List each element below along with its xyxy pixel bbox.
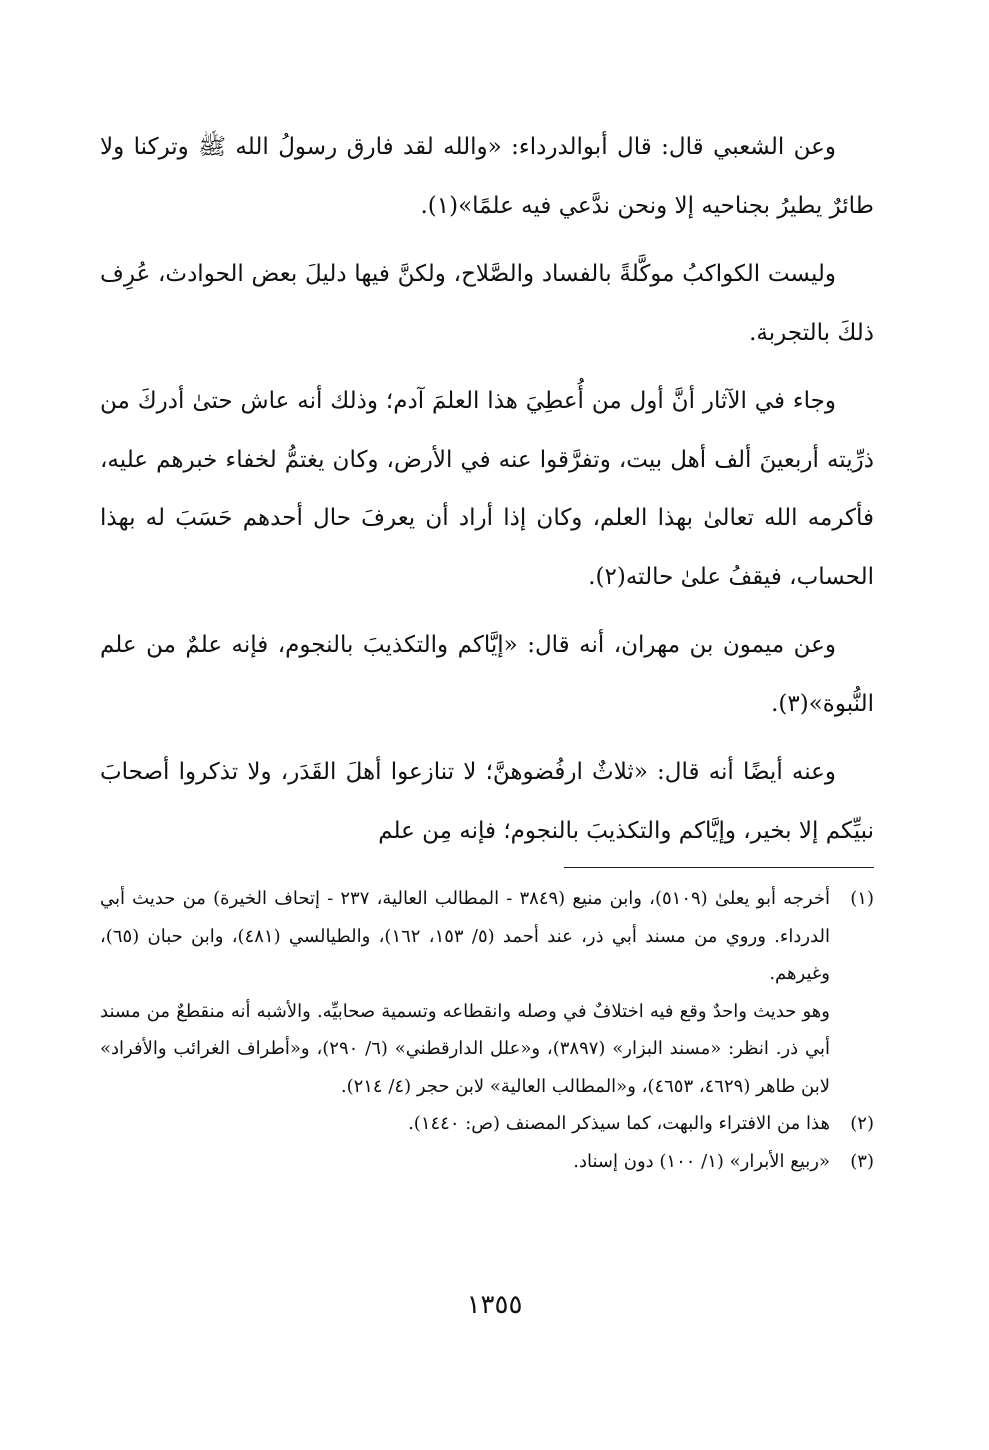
footnote-text: وهو حديث واحدٌ وقع فيه اختلافٌ في وصله وانقطاعه وتسمية صحابيِّه. والأشبه أنه منقطعٌ من مسند أبي ذر. انظر: «مسند البزار» (٣٨٩٧)، و«علل الدارقطني» (٦/ ٢٩٠)، و«أطراف الغرائب والأفراد» لابن طاهر (٤٦٢٩، ٤٦٥٣)، و«المطالب العالية» لابن حجر (٤/ ٢١٤).: [100, 1000, 831, 1097]
paragraph: وليست الكواكبُ موكَّلةً بالفساد والصَّلاح، ولكنَّ فيها دليلَ بعض الحوادث، عُرِف ذلكَ بالتجربة.: [100, 261, 874, 346]
footnotes: [100, 880, 874, 1180]
footnote-divider: [564, 867, 874, 868]
footnote-text: هذا من الافتراء والبهت، كما سيذكر المصنف (ص: ١٤٤٠).: [408, 1113, 830, 1134]
footnote-body: [100, 880, 830, 1105]
footnote-body: [100, 1143, 830, 1181]
footnote-number: (١): [850, 888, 874, 909]
paragraph: وعن ميمون بن مهران، أنه قال: «إيَّاكم والتكذيبَ بالنجوم، فإنه علمٌ من علم النُّبوة»(٣).: [100, 632, 874, 717]
footnote-text: «ربيع الأبرار» (١/ ١٠٠) دون إسناد.: [573, 1150, 830, 1172]
main-text: [100, 118, 874, 870]
footnote-number: (٢): [850, 1113, 874, 1134]
paragraph: وعن الشعبي قال: قال أبوالدرداء: «والله لقد فارق رسولُ الله ﷺ وتركنا ولا طائرٌ يطيرُ بجناحيه إلا ونحن ندَّعي فيه علمًا»(١).: [100, 134, 874, 219]
page-number: ١٣٥٥: [466, 1290, 523, 1320]
footnote-body: [100, 1105, 830, 1143]
paragraph: وعنه أيضًا أنه قال: «ثلاثٌ ارفُضوهنَّ؛ لا تنازعوا أهلَ القَدَر، ولا تذكروا أصحابَ نبيِّكم إلا بخير، وإيَّاكم والتكذيبَ بالنجوم؛ فإنه مِن علم: [100, 759, 874, 844]
paragraph: وجاء في الآثار أنَّ أول من أُعطِيَ هذا العلمَ آدم؛ وذلك أنه عاش حتىٰ أدركَ من ذرِّيته أربعينَ ألف أهل بيت، وتفرَّقوا عنه في الأرض، وكان يغتمُّ لخفاء خبرهم عليه، فأكرمه الله تعالىٰ بهذا العلم، وكان إذا أراد أن يعرفَ حال أحدهم حَسَبَ له بهذا الحساب، فيقفُ علىٰ حالته(٢).: [100, 388, 874, 590]
footnote: [100, 880, 874, 1105]
footnote-text: أخرجه أبو يعلىٰ (٥١٠٩)، وابن منيع (٣٨٤٩ - المطالب العالية، ٢٣٧ - إتحاف الخيرة) من حديث أبي الدرداء. وروي من مسند أبي ذر، عند أحمد (٥/ ١٥٣، ١٦٢)، والطيالسي (٤٨١)، وابن حبان (٦٥)، وغيرهم.: [100, 888, 830, 984]
footnote: [100, 1143, 874, 1181]
footnote-number: (٣): [850, 1150, 874, 1172]
footnote: [100, 1105, 874, 1143]
